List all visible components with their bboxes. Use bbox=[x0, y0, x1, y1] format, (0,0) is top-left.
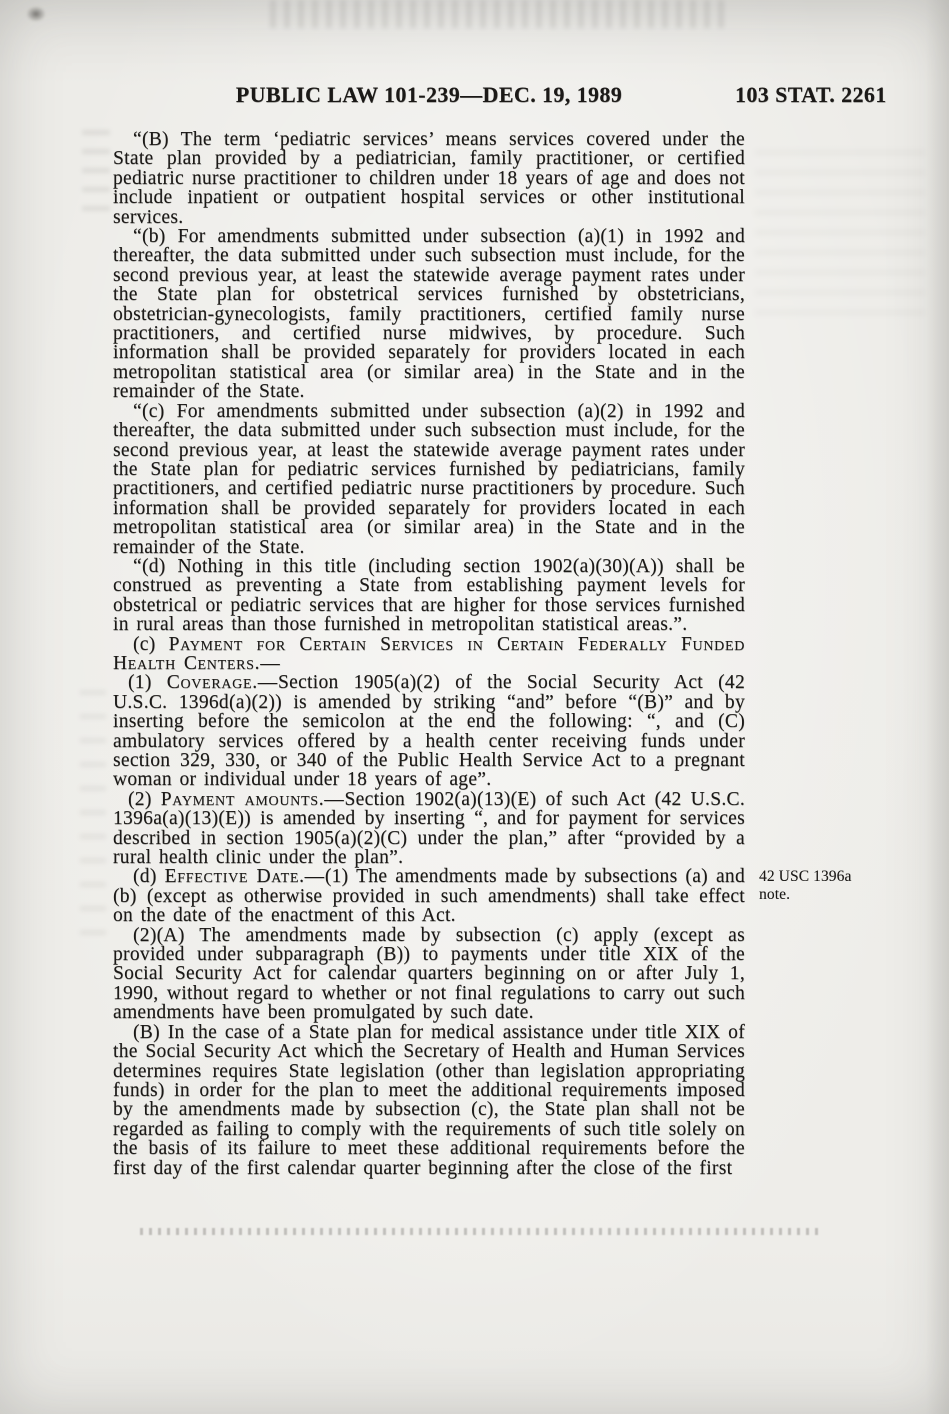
paragraph-pediatric-services-definition: “(B) The term ‘pediatric services’ means services covered under the State plan provided by a pediatrician, family practitioner, or certified pediatric nurse practitioner to children under 18 years of age and does not include inpatient or outpatient hospital services or other institutional services. bbox=[113, 129, 745, 228]
heading-title: Payment for Certain Services in Certain Federally Funded Health Centers.— bbox=[113, 633, 746, 674]
statute-text-column bbox=[113, 129, 852, 1179]
page-header-law-title: PUBLIC LAW 101-239—DEC. 19, 1989 bbox=[235, 82, 623, 107]
margin-note-usc-citation: 42 USC 1396a note. bbox=[759, 868, 852, 904]
page-header-stat-citation: 103 STAT. 2261 bbox=[735, 82, 887, 107]
clause-text: Section 1902(a)(13)(E) of such Act (42 U.S.C. 1396a(a)(13)(E)) is amended by inserting “, and for payment for services described in section 1905(a)(2)(C) under the plan,” after “provided by a rural health clinic under the plan”. bbox=[113, 788, 745, 869]
clause-text: (1) The amendments made by subsections (a) and (b) (except as otherwise provided in such amendments) shall take effect on the date of the enactment of this Act. bbox=[113, 866, 745, 927]
paragraph-coverage bbox=[113, 673, 745, 789]
paragraph-payment-amounts bbox=[113, 790, 745, 868]
clause-text: Section 1905(a)(2) of the Social Security Act (42 U.S.C. 1396d(a)(2)) is amended by striking “and” before “(B)” and by inserting before the semicolon at the end the following: “, and (C) ambulatory services offered by a health center receiving funds under section 329, 330, or 340 of the Public Health Service Act to a pregnant woman or individual under 18 years of age”. bbox=[113, 672, 745, 791]
heading-payment-certain-services bbox=[113, 635, 745, 674]
scan-artifact bbox=[923, 0, 949, 1414]
scan-artifact bbox=[80, 690, 106, 950]
paragraph-effective-date bbox=[113, 866, 852, 927]
paragraph-subsection-c: “(c) For amendments submitted under subsection (a)(2) in 1992 and thereafter, the data submitted under such subsection must include, for the second previous year, at least the statewide average payment rates under the State plan for pediatric services furnished by pediatricians, family practitioners, and certified pediatric nurse practitioners by procedure. Such information shall be provided separately for providers located in each metropolitan statistical area (or similar area) in the State and in the remainder of the State. bbox=[113, 400, 745, 558]
clause-label: Payment amounts.— bbox=[160, 788, 345, 810]
clause-number: (2) bbox=[128, 788, 161, 810]
heading-number: (c) bbox=[133, 633, 169, 655]
scan-artifact bbox=[270, 0, 730, 28]
clause-number: (d) bbox=[133, 866, 165, 888]
paragraph-subsection-d: “(d) Nothing in this title (including section 1902(a)(30)(A)) shall be construed as preventing a State from establishing payment levels for obstetrical or pediatric services that are higher for those services furnished in rural areas than those furnished in metropolitan statistical areas.”. bbox=[113, 555, 745, 636]
scan-artifact bbox=[140, 1228, 820, 1235]
scan-artifact bbox=[82, 130, 110, 225]
clause-number: (1) bbox=[128, 672, 167, 694]
clause-label: Effective Date.— bbox=[164, 866, 325, 888]
clause-label: Coverage.— bbox=[166, 672, 278, 694]
paragraph-2a: (2)(A) The amendments made by subsection (c) apply (except as provided under subparagraph (B)) to payments under title XIX of the Social Security Act for calendar quarters beginning on or after July 1, 1990, without regard to whether or not final regulations to carry out such amendments have been promulgated by such date. bbox=[113, 924, 745, 1024]
scan-artifact bbox=[755, 150, 925, 330]
paragraph-2b: (B) In the case of a State plan for medical assistance under title XIX of the Social Security Act which the Secretary of Health and Human Services determines requires State legislation (other than legislation appropriating funds) in order for the plan to meet the additional requirements imposed by the amendments made by subsection (c), the State plan shall not be regarded as failing to comply with the requirements of such title solely on the basis of its failure to meet these additional requirements before the first day of the first calendar quarter beginning after the close of the first bbox=[113, 1021, 745, 1179]
scan-artifact bbox=[26, 6, 46, 22]
paragraph-subsection-b: “(b) For amendments submitted under subsection (a)(1) in 1992 and thereafter, the data submitted under such subsection must include, for the second previous year, at least the statewide average payment rates under the State plan for obstetrical services furnished by obstetricians, obstetrician-gynecologists, family practitioners, certified family nurse practitioners, and certified nurse midwives, by procedure. Such information shall be provided separately for providers located in each metropolitan statistical area (or similar area) in the State and in the remainder of the State. bbox=[113, 226, 745, 403]
